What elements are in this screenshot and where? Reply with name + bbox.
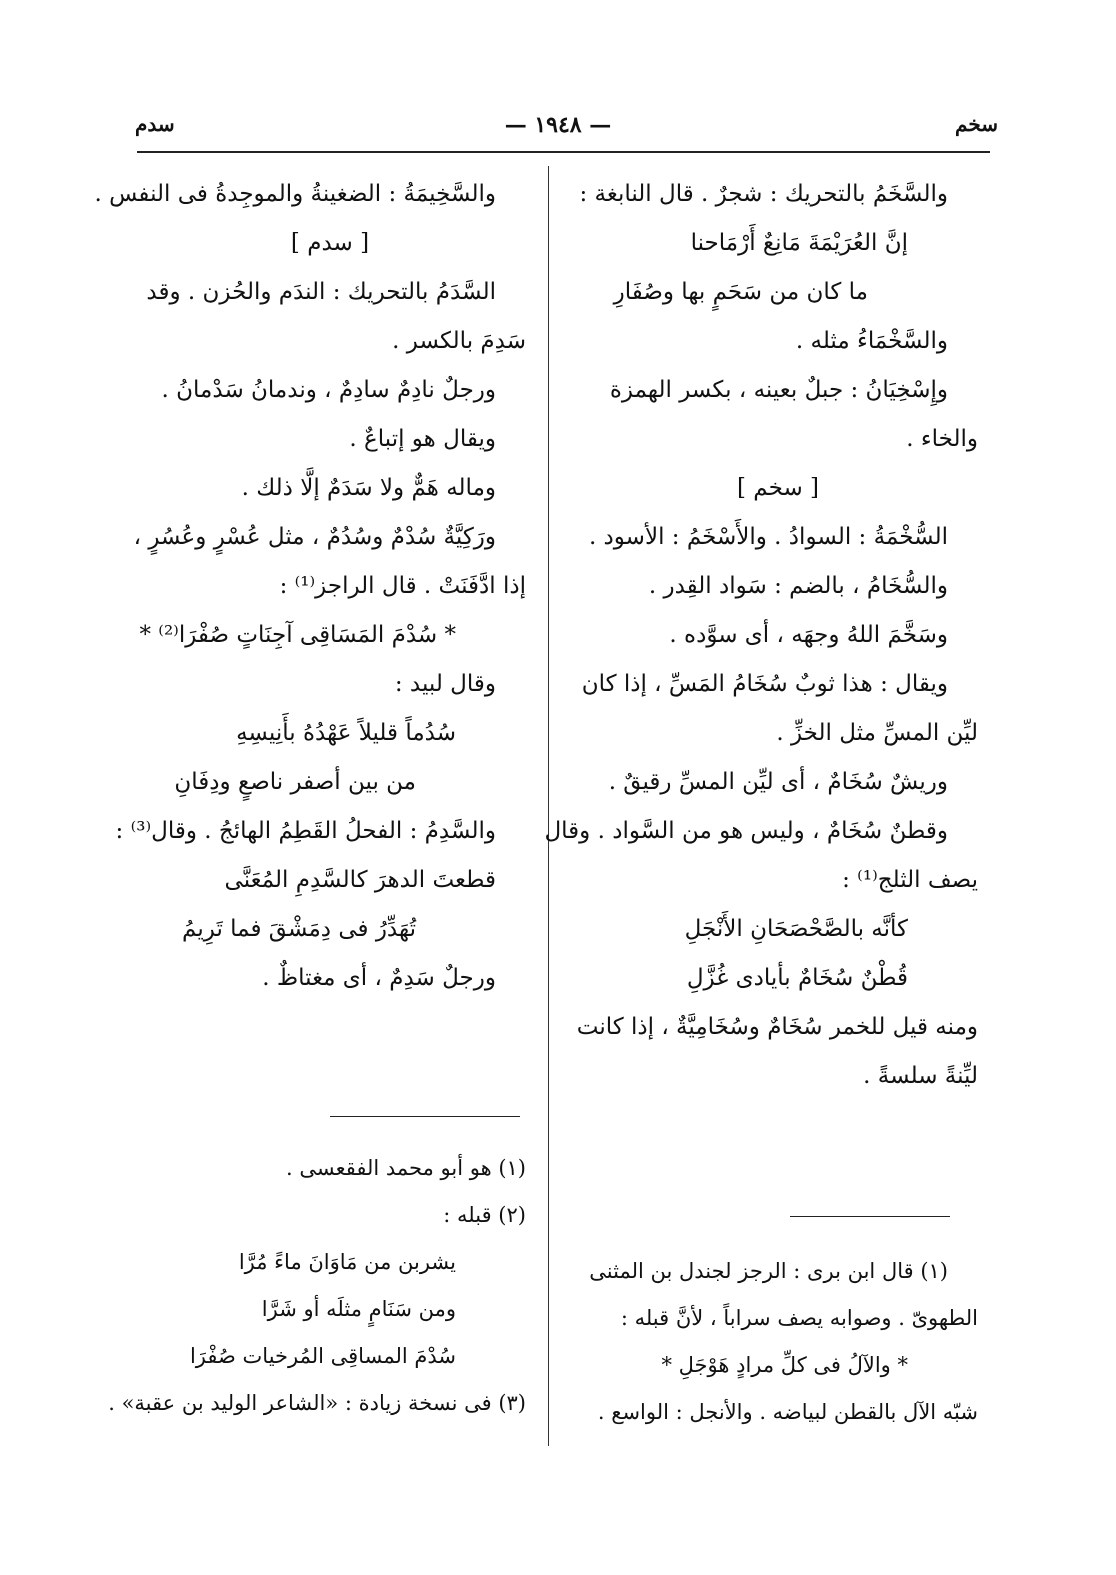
left-footnotes [108,1145,526,1427]
text-line: ويقال : هذا ثوبٌ سُخَامُ المَسِّ ، إذا كان [581,671,948,697]
text-line: والسَّخَمُ بالتحريك : شجرٌ . قال النابغة : [579,181,948,207]
verse-line: سُدُماً قليلاً عَهْدُهُ بأَنِيسِهِ [236,720,456,746]
text-line: والخاء . [906,426,978,452]
footnote-line: (٣) فى نسخة زيادة : «الشاعر الوليد بن عقبة» . [108,1391,526,1415]
footnote-rule-left [330,1116,520,1117]
header-root-word-right: سخم [955,112,998,136]
header-rule [137,151,990,153]
footnote-verse: * والآلُ فى كلِّ مرادٍ هَوْجَلِ * [661,1353,908,1377]
footnote-verse: سُدْمَ المساقِى المُرخيات صُفْرَا [189,1344,456,1368]
text-line: وإِسْخِيَانُ : جبلٌ بعينه ، بكسر الهمزة [609,377,948,403]
text-line: ورجلٌ نادِمٌ سادِمٌ ، وندمانُ سَدْمانُ . [161,377,496,403]
footnote-line: (١) قال ابن برى : الرجز لجندل بن المثنى [589,1259,948,1283]
verse-line: إنَّ العُرَيْمَةَ مَانِعٌ أَرْمَاحنا [690,230,908,256]
verse-line: تُهَدِّرُ فى دِمَشْقَ فما تَرِيمُ [182,916,416,942]
left-column [94,170,526,1003]
footnote-verse: يشربن من مَاوَانَ ماءً مُرَّا [238,1250,456,1274]
footnote-line: الطهوىّ . وصوابه يصف سراباً ، لأنَّ قبله : [620,1306,978,1330]
verse-line: * سُدْمَ المَسَاقِى آجِنَاتٍ صُفْرَا⁽²⁾ * [139,622,456,648]
text-line: ورَكِيَّةٌ سُدْمٌ وسُدُمٌ ، مثل عُسْرٍ وعُسُرٍ ، [133,524,496,550]
footnote-line: (٢) قبله : [443,1203,526,1227]
text-line: وقال لبيد : [394,671,496,697]
text-line: وسَخَّمَ اللهُ وجهَه ، أى سوَّده . [669,622,948,648]
verse-line: قطعتَ الدهرَ كالسَّدِمِ المُعَنَّى [224,867,496,893]
footnote-line: (١) هو أبو محمد الفقعسى . [286,1156,526,1180]
text-line: إذا ادَّفَنَتْ . قال الراجز⁽¹⁾ : [279,573,526,599]
text-line: والسَّخْمَاءُ مثله . [795,328,948,354]
text-line: وريشٌ سُخَامٌ ، أى ليِّن المسِّ رقيقٌ . [608,769,948,795]
verse-line: ما كان من سَحَمٍ بها وصُفَارِ [613,279,868,305]
header-root-word-left: سدم [135,112,175,136]
text-line: والسَّدِمُ : الفحلُ القَطِمُ الهائجُ . وقال⁽³⁾ : [115,818,496,844]
text-line: ورجلٌ سَدِمٌ ، أى مغتاظٌ . [262,965,496,991]
footnote-rule-right [790,1216,950,1217]
text-line: السُّخْمَةُ : السوادُ . والأَسْخَمُ : الأسود . [588,524,948,550]
page-number: — ١٩٤٨ — [504,112,612,138]
verse-line: من بين أصفر ناصعٍ ودِفَانِ [174,769,416,795]
section-heading: [ سخم ] [737,475,819,501]
text-line: وماله هَمٌّ ولا سَدَمٌ إلَّا ذلك . [241,475,496,501]
text-line: السَّدَمُ بالتحريك : الندَم والحُزن . وقد [146,279,496,305]
text-line: ليِّن المسِّ مثل الخزِّ . [776,720,978,746]
text-line: سَدِمَ بالكسر . [392,328,526,354]
text-line: والسُّخَامُ ، بالضم : سَواد القِدر . [648,573,948,599]
verse-line: قُطْنٌ سُخَامٌ بأيادى غُزَّلِ [686,965,908,991]
right-column [544,170,978,1101]
text-line: وقطنٌ سُخَامٌ ، وليس هو من السَّواد . وقال [544,818,948,844]
text-line: يصف الثلج⁽¹⁾ : [842,867,978,893]
text-line: ليِّنةً سلسةً . [863,1063,978,1089]
column-divider [548,166,549,1446]
footnote-verse: ومن سَنَامٍ مثلَه أو شَرَّا [261,1297,456,1321]
section-heading: [ سدم ] [290,230,370,256]
text-line: والسَّخِيمَةُ : الضغينةُ والموجِدةُ فى النفس . [94,181,496,207]
text-line: ويقال هو إتباعٌ . [349,426,496,452]
verse-line: كأنَّه بالصَّحْصَحَانِ الأَنْجَلِ [684,916,908,942]
footnote-line: شبّه الآل بالقطن لبياضه . والأنجل : الواسع . [597,1400,978,1424]
text-line: ومنه قيل للخمر سُخَامٌ وسُخَامِيَّةٌ ، إذا كانت [576,1014,978,1040]
right-footnotes [578,1248,978,1436]
